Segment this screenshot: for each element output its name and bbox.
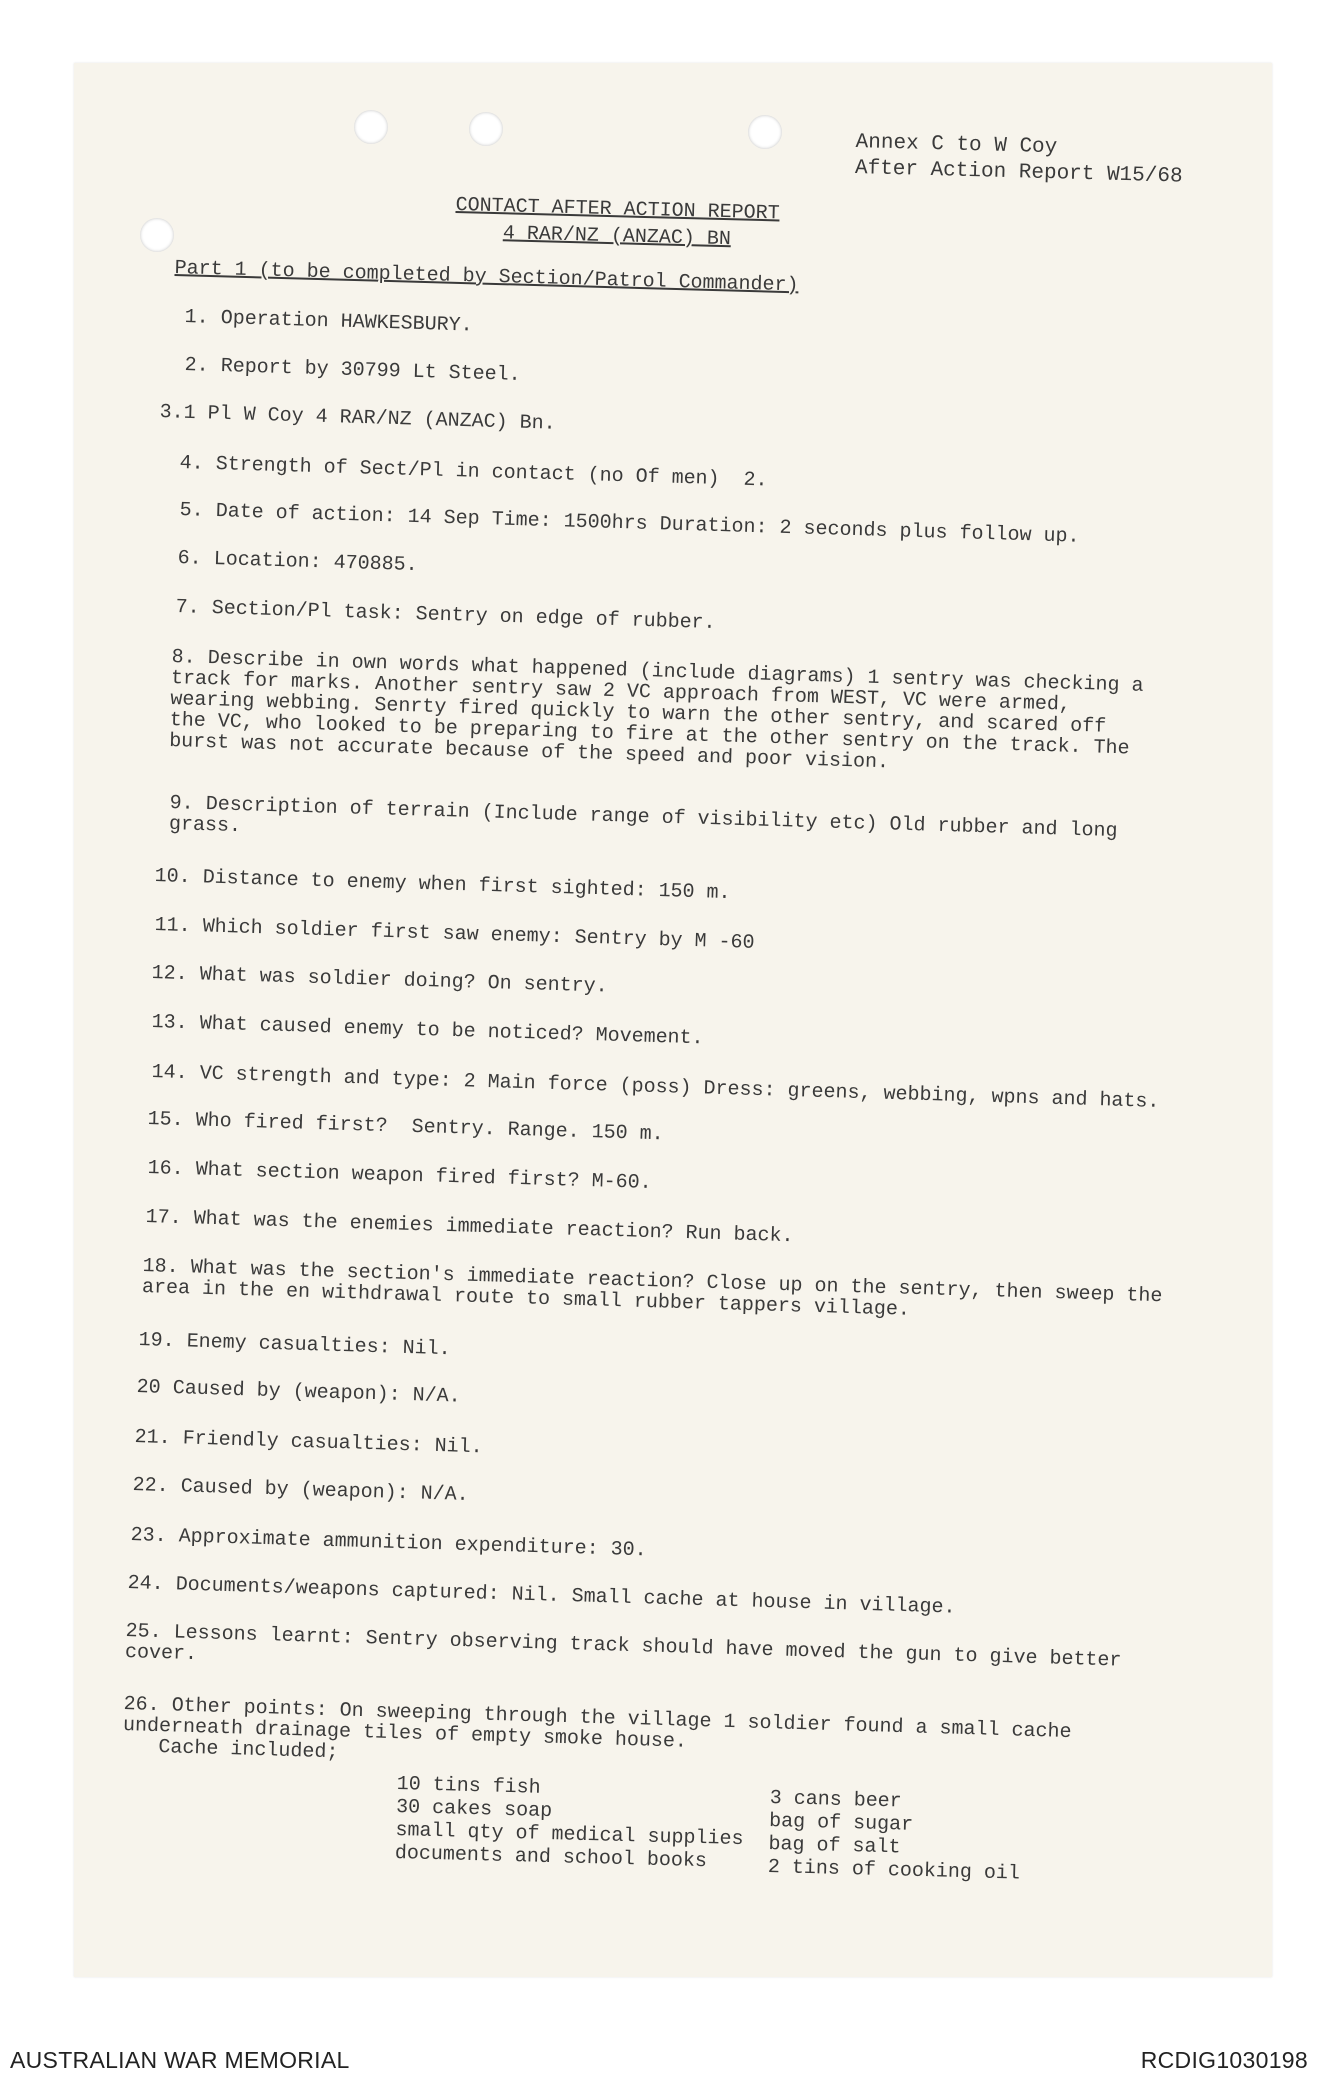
- report-title-line-1: CONTACT AFTER ACTION REPORT: [455, 193, 780, 226]
- part-heading: Part 1 (to be completed by Section/Patrol Commander): [174, 257, 799, 298]
- cache-item: 30 cakes soap: [395, 1795, 553, 1824]
- report-item: 23. Approximate ammunition expenditure: 30.: [130, 1524, 647, 1563]
- annex-line-2: After Action Report W15/68: [854, 156, 1183, 189]
- report-item: 5. Date of action: 14 Sep Time: 1500hrs Duration: 2 seconds plus follow up.: [179, 499, 1080, 549]
- report-item: 21. Friendly casualties: Nil.: [134, 1426, 483, 1460]
- report-title: [455, 192, 780, 254]
- cache-item: documents and school books: [394, 1841, 708, 1874]
- report-item: 6. Location: 470885.: [177, 547, 419, 578]
- report-item: 20 Caused by (weapon): N/A.: [136, 1376, 461, 1409]
- cache-list-left: [395, 1773, 745, 1874]
- punch-hole: [748, 115, 782, 149]
- cache-item: small qty of medical supplies: [395, 1818, 744, 1852]
- report-item: 26. Other points: On sweeping through the village 1 soldier found a small cache underneath drainage tiles of empty smoke house. Cache included;: [122, 1693, 1072, 1765]
- cache-list-right: [768, 1787, 1022, 1886]
- cache-item: 2 tins of cooking oil: [767, 1855, 1021, 1886]
- report-item: 4. Strength of Sect/Pl in contact (no Of men) 2.: [179, 452, 768, 493]
- report-item: 8. Describe in own words what happened (include diagrams) 1 sentry was checking a track for marks. Another sentry saw 2 VC approach from WEST, VC were armed, wearing webbing. Senrty fired quickly to warn the other sentry, and scared off the VC, who looked to be preparing to fire at the other sentry on the track. The burst was not accurate because of the speed and poor vision.: [168, 646, 1144, 775]
- report-title-line-2: 4 RAR/NZ (ANZAC) BN: [502, 222, 732, 252]
- report-item: 1. Operation HAWKESBURY.: [184, 306, 473, 338]
- cache-item: bag of salt: [768, 1832, 901, 1860]
- report-item: 2. Report by 30799 Lt Steel.: [184, 354, 521, 387]
- report-item: 13. What caused enemy to be noticed? Movement.: [151, 1011, 704, 1051]
- report-item: 12. What was soldier doing? On sentry.: [151, 962, 608, 999]
- cache-item: bag of sugar: [768, 1809, 914, 1837]
- report-item: 15. Who fired first? Sentry. Range. 150 m.: [147, 1108, 664, 1147]
- report-item: 16. What section weapon fired first? M-60.: [147, 1157, 652, 1195]
- cache-item: 3 cans beer: [769, 1787, 902, 1814]
- report-item: 11. Which soldier first saw enemy: Sentry by M -60: [154, 914, 755, 955]
- annex-reference: [855, 130, 1184, 191]
- footer-institution: AUSTRALIAN WAR MEMORIAL: [10, 2047, 350, 2073]
- punch-hole: [354, 110, 388, 144]
- report-item: 7. Section/Pl task: Sentry on edge of rubber.: [175, 596, 716, 636]
- cache-item: 10 tins fish: [396, 1773, 541, 1800]
- report-item: 18. What was the section's immediate reaction? Close up on the sentry, then sweep the area in the en withdrawal route to small rubber tappers village.: [141, 1255, 1163, 1322]
- punch-hole: [469, 112, 503, 146]
- report-item: 10. Distance to enemy when first sighted: 150 m.: [154, 865, 731, 906]
- report-item: 14. VC strength and type: 2 Main force (poss) Dress: greens, webbing, wpns and hats.: [151, 1061, 1160, 1114]
- report-item: 9. Description of terrain (Include range of visibility etc) Old rubber and long grass.: [168, 792, 1118, 844]
- footer-record-id: RCDIG1030198: [1140, 2047, 1308, 2073]
- report-item: 25. Lessons learnt: Sentry observing track should have moved the gun to give better cover.: [124, 1620, 1122, 1673]
- report-item: 24. Documents/weapons captured: Nil. Small cache at house in village.: [127, 1572, 956, 1620]
- report-item: 3.1 Pl W Coy 4 RAR/NZ (ANZAC) Bn.: [159, 401, 556, 436]
- annex-line-1: Annex C to W Coy: [855, 130, 1058, 160]
- report-item: 22. Caused by (weapon): N/A.: [132, 1474, 469, 1507]
- report-item: 17. What was the enemies immediate reaction? Run back.: [145, 1206, 794, 1249]
- punch-hole: [140, 218, 174, 252]
- report-item: 19. Enemy casualties: Nil.: [138, 1329, 451, 1362]
